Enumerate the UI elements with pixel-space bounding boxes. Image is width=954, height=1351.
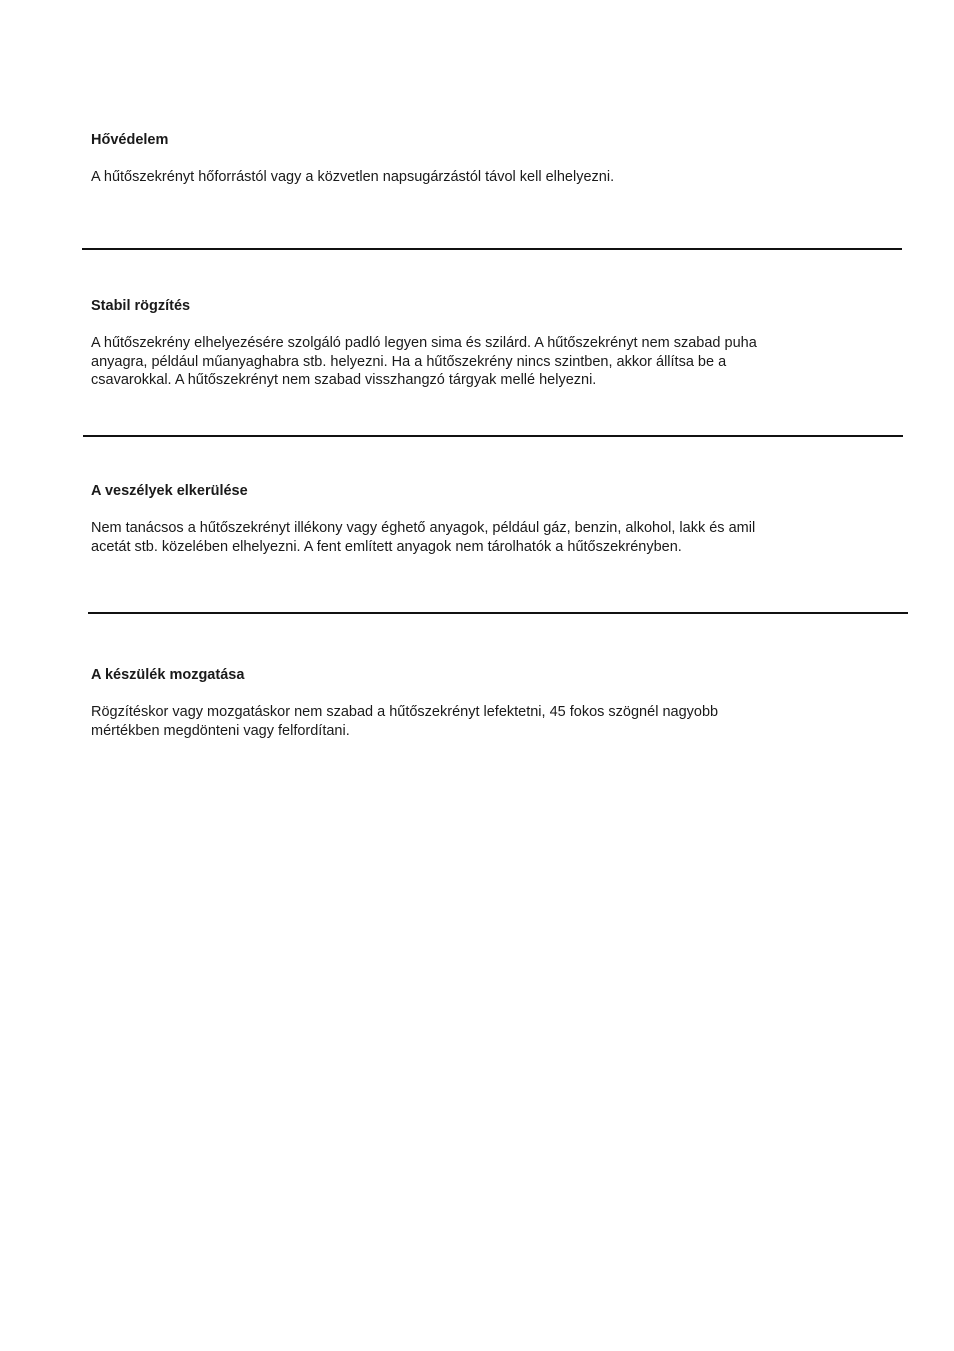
body-line: acetát stb. közelében elhelyezni. A fent említett anyagok nem tárolhatók a hűtőszekrényben. xyxy=(91,538,682,555)
section-moving-appliance xyxy=(91,666,851,739)
body-line: Nem tanácsos a hűtőszekrényt illékony vagy éghető anyagok, például gáz, benzin, alkohol, lakk és amil xyxy=(91,520,756,536)
section-stable-mounting xyxy=(91,297,851,388)
section-heading: A készülék mozgatása xyxy=(91,667,245,683)
section-hazard-avoidance xyxy=(91,482,851,555)
body-line: csavarokkal. A hűtőszekrényt nem szabad visszhangzó tárgyak mellé helyezni. xyxy=(91,372,597,388)
section-heading: Hővédelem xyxy=(91,132,169,148)
body-line: mértékben megdönteni vagy felfordítani. xyxy=(91,722,350,739)
section-divider xyxy=(88,612,908,614)
section-divider xyxy=(83,435,903,437)
section-body xyxy=(91,168,851,187)
body-line: Rögzítéskor vagy mozgatáskor nem szabad a hűtőszekrényt lefektetni, 45 fokos szögnél nagyobb xyxy=(91,704,719,720)
body-line: A hűtőszekrény elhelyezésére szolgáló padló legyen sima és szilárd. A hűtőszekrényt nem szabad puha xyxy=(91,335,757,351)
section-body xyxy=(91,703,851,740)
section-heat-protection xyxy=(91,131,851,185)
section-body xyxy=(91,519,851,556)
section-heading: A veszélyek elkerülése xyxy=(91,483,248,499)
section-body xyxy=(91,334,851,390)
body-line: A hűtőszekrényt hőforrástól vagy a közvetlen napsugárzástól távol kell elhelyezni. xyxy=(91,169,615,185)
body-line: anyagra, például műanyaghabra stb. helyezni. Ha a hűtőszekrény nincs szintben, akkor állítsa be a xyxy=(91,353,727,370)
section-divider xyxy=(82,248,902,250)
section-heading: Stabil rögzítés xyxy=(91,298,191,314)
